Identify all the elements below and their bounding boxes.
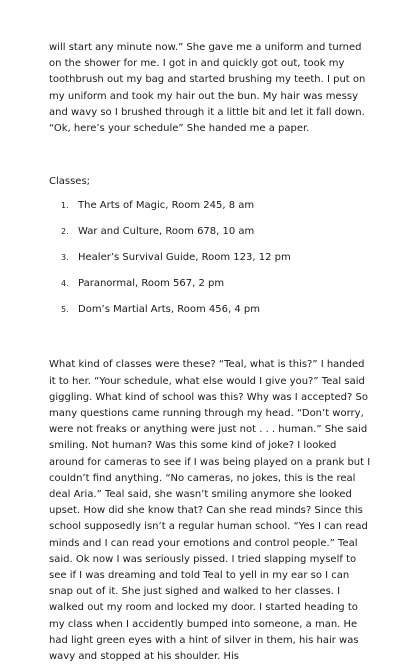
class-entry: War and Culture, Room 678, 10 am: [78, 226, 255, 238]
class-schedule-list: [49, 199, 372, 317]
class-entry: The Arts of Magic, Room 245, 8 am: [78, 200, 255, 212]
list-number: 4.: [61, 279, 69, 289]
class-entry: Dom’s Martial Arts, Room 456, 4 pm: [78, 304, 260, 316]
list-number: 2.: [61, 227, 69, 237]
story-paragraph-1: will start any minute now.” She gave me a uniform and turned on the shower for me. I got in and quickly got out, took my toothbrush out my bag and started brushing my teeth. I put on my uniform and took my hair out the bun. My hair was messy and wavy so I brushed through it a little bit and let it fall down. “Ok, here’s your schedule” She handed me a paper.: [49, 42, 366, 135]
list-item: [49, 199, 372, 213]
class-entry: Paranormal, Room 567, 2 pm: [78, 278, 225, 290]
list-item: [49, 303, 372, 317]
list-number: 3.: [61, 253, 69, 263]
classes-heading: Classes;: [49, 176, 91, 188]
list-item: [49, 277, 372, 291]
story-paragraph-2: What kind of classes were these? “Teal, what is this?” I handed it to her. “Your schedule, what else would I give you?” Teal said giggling. What kind of school was this? Why was I accepted? So many questions came running through my head. “Don’t worry, were not freaks or anything were just not . . . human.” She said smiling. Not human? Was this some kind of joke? I looked around for cameras to see if I was being played on a prank but I couldn’t find anything. “No cameras, no jokes, this is the real deal Aria.” Teal said, she wasn’t smiling anymore she looked upset. How did she know that? Can she read minds? Since this school supposedly isn’t a regular human school. “Yes I can read minds and I can read your emotions and control people.” Teal said. Ok now I was seriously pissed. I tried slapping myself to see if I was dreaming and told Teal to yell in my ear so I can snap out of it. She just sighed and walked to her classes. I walked out my room and locked my door. I started heading to my class when I accidently bumped into someone, a man. He had light green eyes with a hint of silver in them, his hair was wavy and stopped at his shoulder. His: [49, 359, 371, 663]
list-item: [49, 251, 372, 265]
list-number: 5.: [61, 305, 69, 315]
list-number: 1.: [61, 201, 69, 211]
class-entry: Healer’s Survival Guide, Room 123, 12 pm: [78, 252, 291, 264]
list-item: [49, 225, 372, 239]
